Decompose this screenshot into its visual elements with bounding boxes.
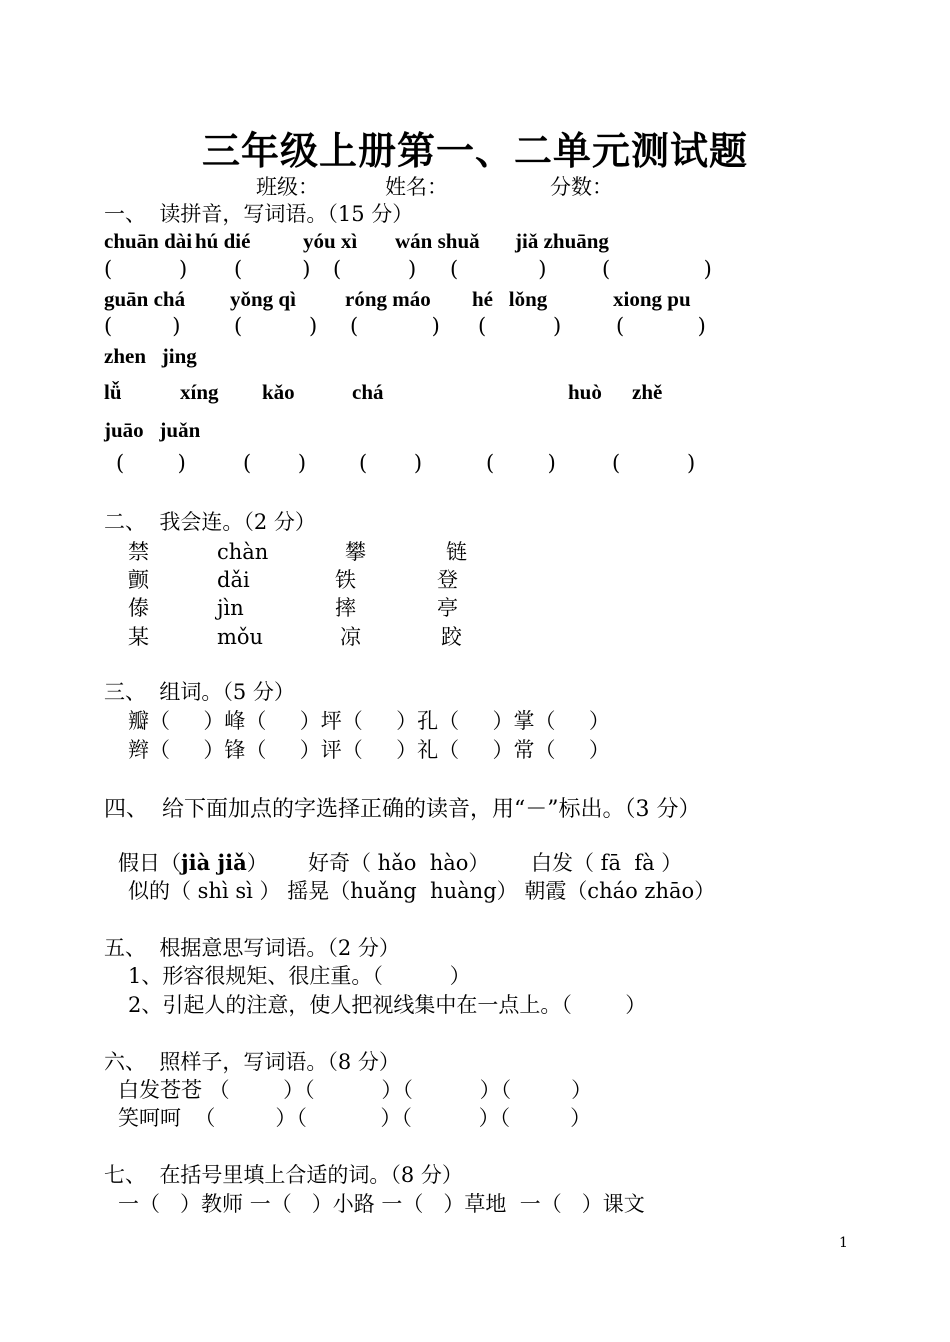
pinyin-item: hé lǒng <box>472 287 548 311</box>
reading-choice: 假日（jià jiǎ） <box>118 850 268 875</box>
answer-parens: ( ) <box>616 314 706 338</box>
answer-parens: ( ) <box>116 451 186 475</box>
pinyin-item: jiǎ zhuāng <box>515 229 609 253</box>
pinyin-item: yǒng qì <box>230 287 296 311</box>
match-pinyin: dǎi <box>217 568 250 592</box>
section-4-heading: 四、 给下面加点的字选择正确的读音，用“－”标出。（3 分） <box>104 797 701 822</box>
name-label: 姓名： <box>385 175 448 199</box>
answer-parens: ( ) <box>478 314 562 338</box>
word-group-row: 瓣（ ）峰（ ）坪（ ）孔（ ）掌（ ） <box>128 709 610 733</box>
section-2-heading: 二、 我会连。（2 分） <box>104 510 316 534</box>
match-char: 跤 <box>441 625 462 649</box>
pinyin-item: kǎo <box>262 380 295 404</box>
score-label: 分数： <box>550 175 613 199</box>
section-5-heading: 五、 根据意思写词语。（2 分） <box>104 936 400 960</box>
match-pinyin: jìn <box>217 596 244 620</box>
section-6-heading: 六、 照样子，写词语。（8 分） <box>104 1050 400 1074</box>
answer-parens: ( ) <box>486 451 556 475</box>
class-label: 班级： <box>256 175 319 199</box>
match-char: 登 <box>437 568 458 592</box>
match-char: 傣 <box>128 596 149 620</box>
page-number: 1 <box>839 1235 848 1251</box>
meaning-item: 2、引起人的注意，使人把视线集中在一点上。（ ） <box>128 993 647 1017</box>
pinyin-item: guān chá <box>104 287 186 311</box>
page-title: 三年级上册第一、二单元测试题 <box>201 128 748 173</box>
meaning-item: 1、形容很规矩、很庄重。（ ） <box>128 964 471 988</box>
pinyin-item: yóu xì <box>303 229 358 253</box>
match-char: 颤 <box>128 568 149 592</box>
match-char: 铁 <box>335 568 356 592</box>
pinyin-item: róng máo <box>345 287 431 311</box>
answer-parens: ( ) <box>359 451 423 475</box>
match-pinyin: mǒu <box>217 625 264 649</box>
pinyin-item: zhě <box>632 380 663 404</box>
pinyin-item: xíng <box>180 380 219 404</box>
reading-choice: 好奇（ hǎo hào） <box>308 851 490 875</box>
answer-parens: ( ) <box>104 314 181 338</box>
pinyin-item: juāo juǎn <box>104 418 201 442</box>
pinyin-item: huò <box>568 380 602 404</box>
pinyin-item: lǚ <box>104 380 122 404</box>
section-3-heading: 三、 组词。（5 分） <box>104 680 295 704</box>
pinyin-item: chá <box>352 380 384 404</box>
reading-choice-row: 似的（ shì sì ） 摇晃（huǎng huàng） 朝霞（cháo zhāo） <box>128 879 716 903</box>
answer-parens: ( ) <box>104 257 188 281</box>
reading-choice: 白发（ fā fà ） <box>531 851 683 875</box>
pattern-row: 笑呵呵 （ ）（ ）（ ）（ ） <box>118 1106 592 1130</box>
answer-parens: ( ) <box>234 257 311 281</box>
answer-parens: ( ) <box>602 257 712 281</box>
match-char: 链 <box>446 540 467 564</box>
answer-parens: ( ) <box>450 257 547 281</box>
match-char: 凉 <box>340 625 361 649</box>
pattern-row: 白发苍苍 （ ）（ ）（ ）（ ） <box>118 1078 593 1102</box>
match-char: 禁 <box>128 540 149 564</box>
answer-parens: ( ) <box>333 257 417 281</box>
match-char: 摔 <box>335 596 356 620</box>
answer-parens: ( ) <box>243 451 307 475</box>
pinyin-item: xiong pu <box>613 287 691 311</box>
pinyin-item: zhen jing <box>104 344 197 368</box>
section-7-heading: 七、 在括号里填上合适的词。（8 分） <box>104 1163 463 1187</box>
answer-parens: ( ) <box>612 451 696 475</box>
match-char: 亭 <box>437 596 458 620</box>
pinyin-item: chuān dài <box>104 229 193 253</box>
word-group-row: 辫（ ）锋（ ）评（ ）礼（ ）常（ ） <box>128 738 610 762</box>
match-char: 某 <box>128 625 149 649</box>
pinyin-item: hú dié <box>195 229 251 253</box>
pinyin-item: wán shuǎ <box>395 229 480 253</box>
section-1-heading: 一、 读拼音，写词语。（15 分） <box>104 202 414 226</box>
measure-word-row: 一（ ）教师 一（ ）小路 一（ ）草地 一（ ）课文 <box>118 1192 645 1216</box>
answer-parens: ( ) <box>234 314 318 338</box>
match-char: 攀 <box>345 540 366 564</box>
match-pinyin: chàn <box>217 540 269 564</box>
answer-parens: ( ) <box>350 314 440 338</box>
